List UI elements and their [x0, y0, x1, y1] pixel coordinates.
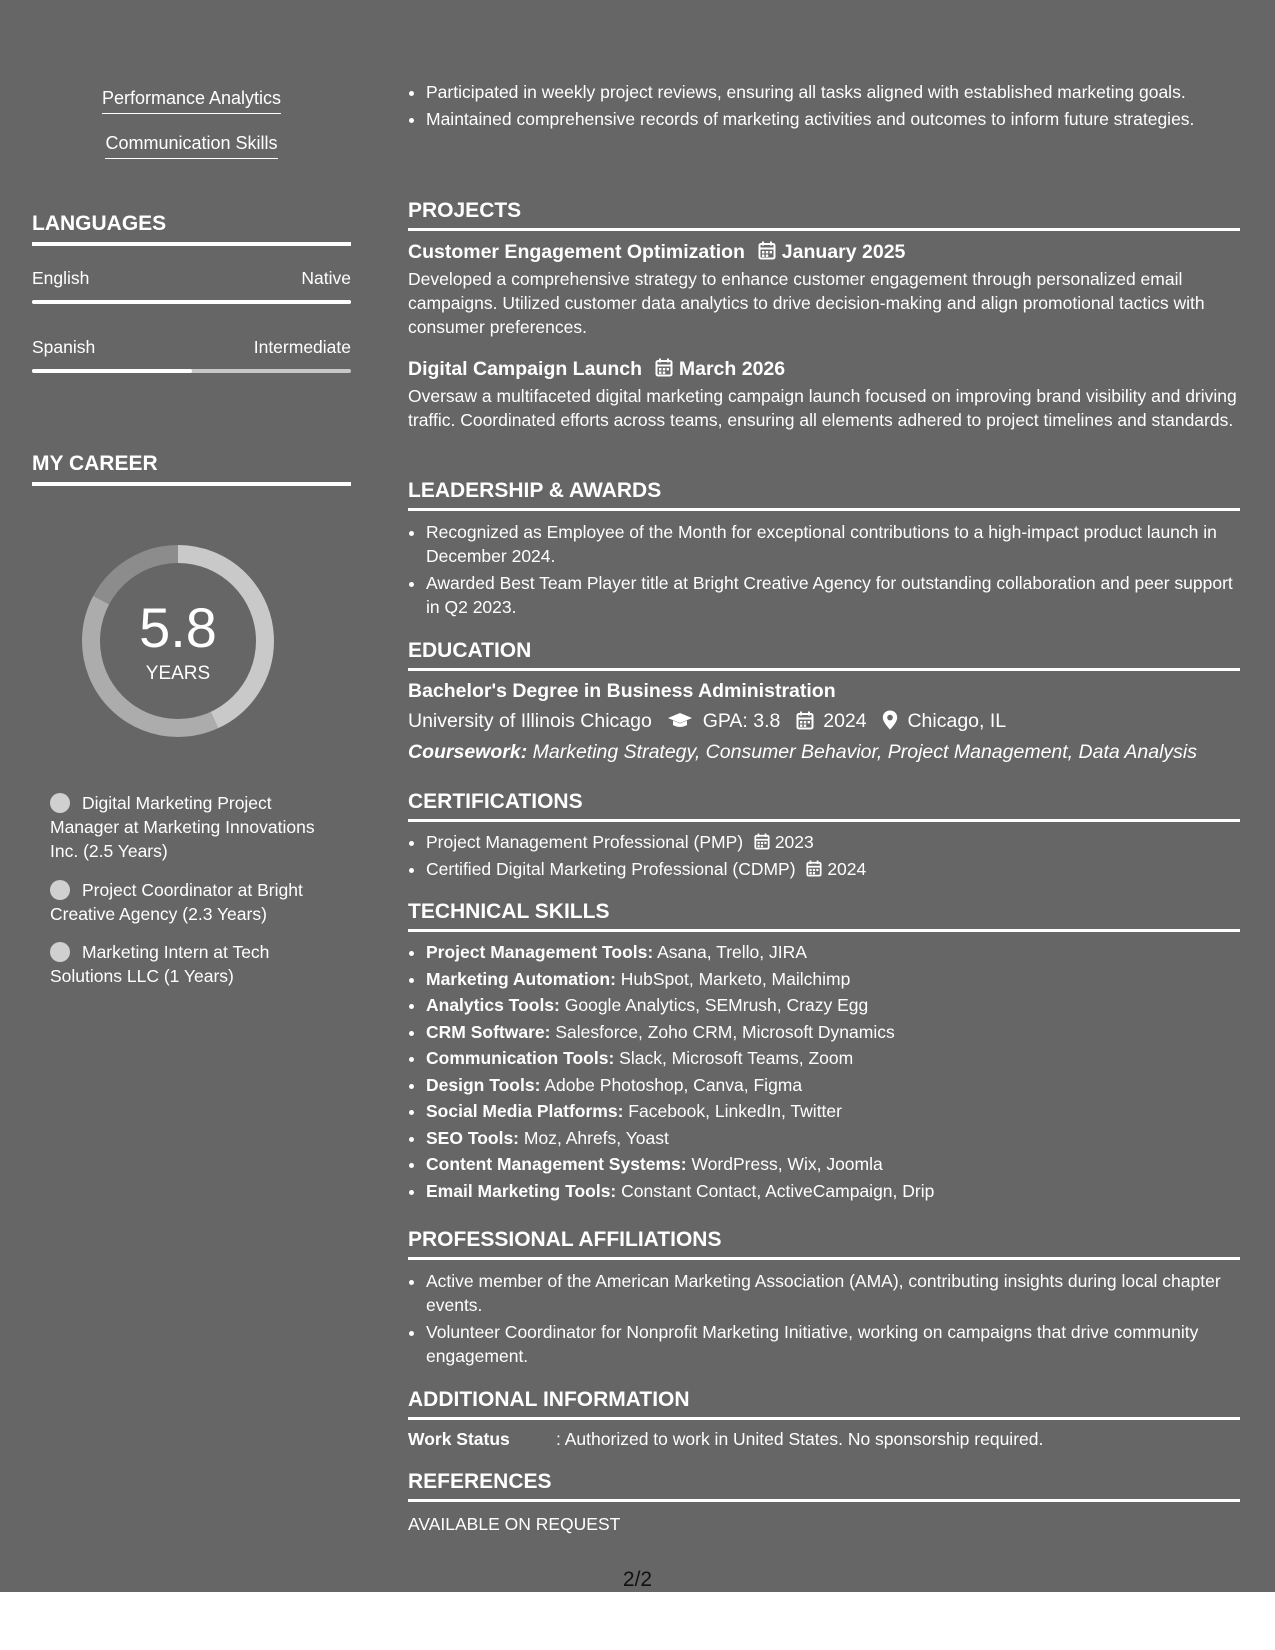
career-item — [50, 791, 340, 863]
career-bullet-icon — [50, 793, 70, 813]
certification-item — [426, 830, 1240, 854]
skill-values: Salesforce, Zoho CRM, Microsoft Dynamics — [555, 1021, 895, 1042]
coursework-label: Coursework: — [408, 741, 528, 763]
skill-item — [32, 88, 351, 114]
leadership-item: • Awarded Best Team Player title at Bright Creative Agency for outstanding collaboration and peer support in Q2 2023. — [426, 571, 1240, 619]
location-pin-icon — [882, 710, 898, 730]
certification-year: 2023 — [774, 832, 814, 852]
project-description: Developed a comprehensive strategy to enhance customer engagement through personalized email campaigns. Utilized customer data analytics to drive decision-making and align promotional tactics with consumer preferences. — [408, 269, 1205, 337]
work-status-label: Work Status — [408, 1429, 510, 1449]
certification-name: Certified Digital Marketing Professional (CDMP) — [426, 859, 796, 879]
certification-date — [754, 832, 814, 852]
technical-skill-item — [426, 1126, 1240, 1150]
technical-skill-item — [426, 967, 1240, 991]
education-year: 2024 — [823, 710, 867, 732]
technical-skills-list — [408, 940, 1240, 1205]
career-item — [50, 940, 340, 988]
affiliation-item: • Active member of the American Marketing Association (AMA), contributing insights during local chapter events. — [426, 1269, 1240, 1317]
skill-category: Communication Tools: — [426, 1048, 615, 1068]
skill-label: Performance Analytics — [102, 88, 281, 114]
education-coursework — [408, 741, 1240, 764]
skill-category: Social Media Platforms: — [426, 1101, 624, 1121]
career-item-text: Digital Marketing Project Manager at Marketing Innovations Inc. (2.5 Years) — [50, 793, 315, 861]
work-status-value: : Authorized to work in United States. No sponsorship required. — [556, 1429, 1044, 1449]
coursework-list: Marketing Strategy, Consumer Behavior, Project Management, Data Analysis — [532, 741, 1198, 763]
project-title: Digital Campaign Launch — [408, 358, 643, 380]
skill-category: Email Marketing Tools: — [426, 1180, 617, 1201]
language-proficiency-bar — [32, 369, 351, 373]
certification-item — [426, 857, 1240, 881]
technical-skills-heading: TECHNICAL SKILLS — [408, 900, 1240, 932]
technical-skill-item — [426, 1020, 1240, 1044]
language-level: Native — [301, 268, 351, 288]
career-item-text: Project Coordinator at Bright Creative Agency (2.3 Years) — [50, 880, 303, 924]
project-entry — [408, 358, 1240, 432]
skill-category: Content Management Systems: — [426, 1154, 687, 1174]
calendar-icon — [754, 833, 770, 850]
skill-values: Asana, Trello, JIRA — [657, 942, 807, 962]
skill-values: Facebook, LinkedIn, Twitter — [628, 1101, 842, 1121]
affiliation-item: • Volunteer Coordinator for Nonprofit Marketing Initiative, working on campaigns that drive community engagement. — [426, 1320, 1240, 1368]
language-level: Intermediate — [253, 337, 351, 357]
career-heading: MY CAREER — [32, 452, 351, 486]
education-entry — [408, 680, 1240, 764]
language-name: English — [32, 268, 90, 288]
leadership-heading: LEADERSHIP & AWARDS — [408, 479, 1240, 511]
project-date-text: March 2026 — [678, 358, 786, 380]
career-item — [50, 878, 340, 926]
affiliations-heading: PROFESSIONAL AFFILIATIONS — [408, 1228, 1240, 1260]
calendar-icon — [796, 711, 814, 730]
certifications-heading: CERTIFICATIONS — [408, 790, 1240, 822]
skill-category: Analytics Tools: — [426, 995, 560, 1015]
references-text: AVAILABLE ON REQUEST — [408, 1514, 621, 1534]
language-row — [32, 268, 351, 289]
project-date-text: January 2025 — [781, 241, 906, 263]
skill-category: Design Tools: — [426, 1074, 541, 1095]
skill-category: Marketing Automation: — [426, 968, 616, 989]
certifications-list — [408, 830, 1240, 884]
technical-skill-item — [426, 1046, 1240, 1070]
leadership-list — [408, 520, 1240, 622]
project-description: Oversaw a multifaceted digital marketing campaign launch focused on improving brand visibility and driving traffic. Coordinated efforts across teams, ensuring all elements adhered to project timelines and standards. — [408, 386, 1237, 430]
technical-skill-item — [426, 1152, 1240, 1176]
experience-bullet: • Participated in weekly project reviews, ensuring all tasks aligned with established marketing goals. — [426, 80, 1240, 104]
leadership-item: • Recognized as Employee of the Month for exceptional contributions to a high-impact product launch in December 2024. — [426, 520, 1240, 568]
skill-values: Google Analytics, SEMrush, Crazy Egg — [564, 995, 869, 1015]
skill-label: Communication Skills — [105, 133, 277, 159]
technical-skill-item — [426, 940, 1240, 964]
project-title: Customer Engagement Optimization — [408, 241, 745, 263]
certification-date — [806, 859, 866, 879]
skill-values: Slack, Microsoft Teams, Zoom — [619, 1048, 854, 1068]
experience-bullet: • Maintained comprehensive records of marketing activities and outcomes to inform future strategies. — [426, 107, 1240, 131]
education-school: University of Illinois Chicago — [408, 710, 652, 732]
skill-category: Project Management Tools: — [426, 942, 654, 962]
skill-category: SEO Tools: — [426, 1127, 520, 1148]
language-proficiency-fill — [32, 369, 192, 373]
education-details — [408, 710, 1240, 733]
language-proficiency-fill — [32, 300, 351, 304]
career-bullet-icon — [50, 942, 70, 962]
skill-item — [32, 133, 351, 159]
skill-values: WordPress, Wix, Joomla — [691, 1154, 883, 1174]
affiliations-list — [408, 1269, 1240, 1371]
calendar-icon — [806, 860, 822, 877]
technical-skill-item — [426, 993, 1240, 1017]
languages-heading: LANGUAGES — [32, 212, 351, 246]
skill-values: Adobe Photoshop, Canva, Figma — [544, 1074, 803, 1095]
career-bullet-icon — [50, 880, 70, 900]
project-title-line — [408, 241, 1240, 264]
experience-bullets — [408, 80, 1240, 134]
skill-values: Moz, Ahrefs, Yoast — [523, 1127, 669, 1148]
projects-heading: PROJECTS — [408, 199, 1240, 231]
project-entry — [408, 241, 1240, 339]
references-heading: REFERENCES — [408, 1470, 1240, 1502]
skill-category: CRM Software: — [426, 1021, 551, 1042]
career-total-value: 5.8 — [139, 596, 217, 659]
technical-skill-item — [426, 1179, 1240, 1203]
certification-year: 2024 — [827, 859, 867, 879]
career-item-text: Marketing Intern at Tech Solutions LLC (1 Years) — [50, 942, 270, 986]
page-number: 2/2 — [622, 1568, 653, 1591]
technical-skill-item — [426, 1073, 1240, 1097]
education-degree: Bachelor's Degree in Business Administration — [408, 680, 836, 702]
language-name: Spanish — [32, 337, 96, 357]
language-proficiency-bar — [32, 300, 351, 304]
calendar-icon — [758, 241, 776, 260]
language-row — [32, 337, 351, 358]
certification-name: Project Management Professional (PMP) — [426, 832, 744, 852]
project-date — [758, 241, 905, 263]
education-gpa: GPA: 3.8 — [702, 710, 781, 732]
additional-info-heading: ADDITIONAL INFORMATION — [408, 1388, 1240, 1420]
education-location: Chicago, IL — [907, 710, 1007, 732]
graduation-cap-icon — [667, 712, 693, 730]
project-date — [655, 358, 785, 380]
career-total-unit: YEARS — [145, 663, 211, 684]
technical-skill-item — [426, 1099, 1240, 1123]
education-heading: EDUCATION — [408, 639, 1240, 671]
skill-values: Constant Contact, ActiveCampaign, Drip — [621, 1180, 935, 1201]
skill-values: HubSpot, Marketo, Mailchimp — [620, 968, 851, 989]
work-status-row — [408, 1429, 1240, 1450]
project-title-line — [408, 358, 1240, 381]
calendar-icon — [655, 358, 673, 377]
